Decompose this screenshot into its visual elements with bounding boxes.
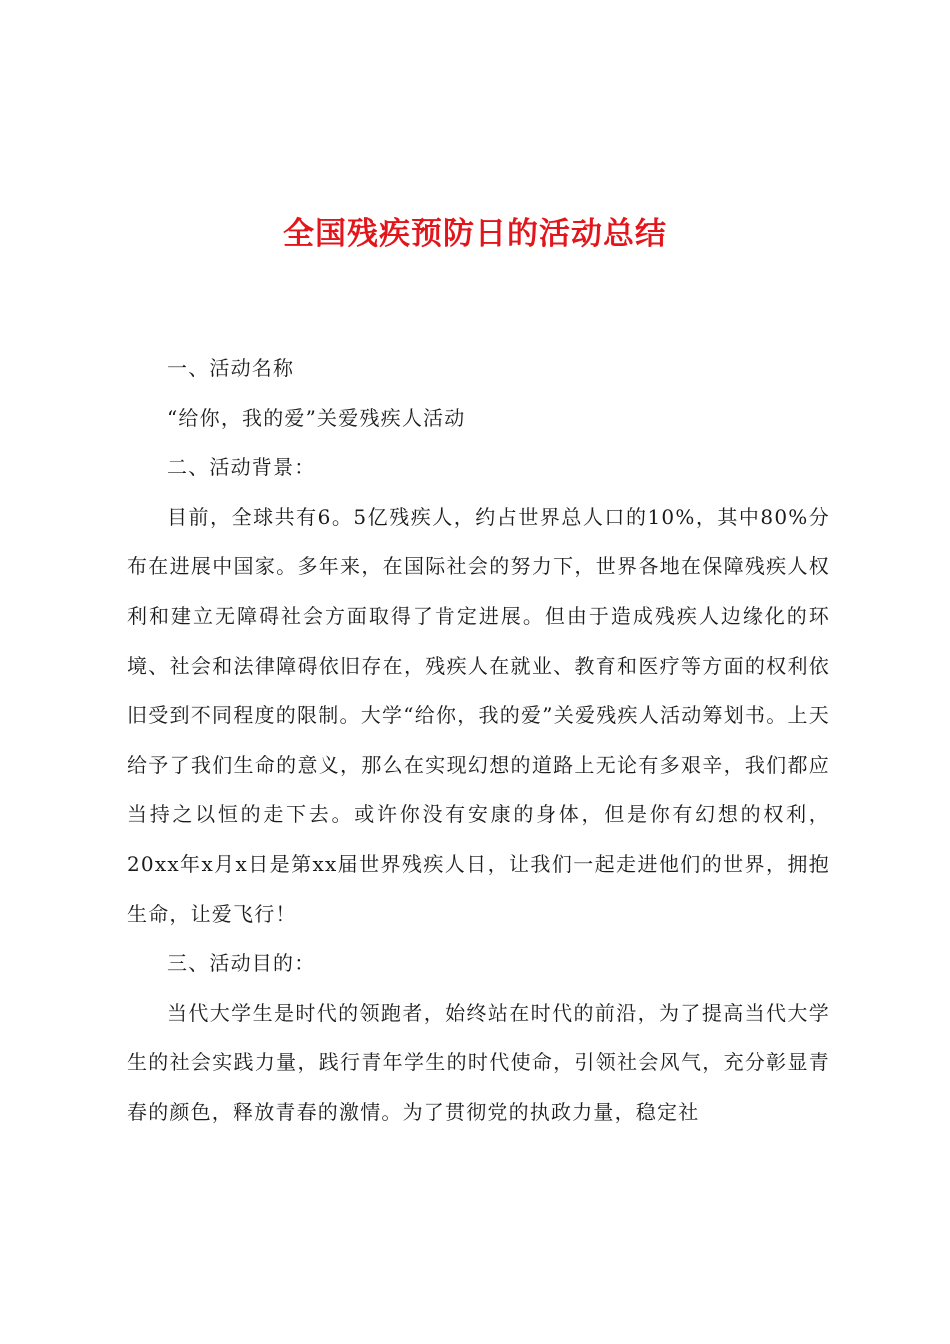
heading-activity-purpose: 三、活动目的： [167,951,316,976]
heading-activity-name: 一、活动名称 [167,356,295,380]
document-title: 全国残疾预防日的活动总结 [283,216,667,252]
heading-activity-background: 二、活动背景： [167,455,316,480]
document-body [127,344,830,1138]
background-paragraph: 目前，全球共有6。5亿残疾人，约占世界总人口的10%，其中80%分布在进展中国家。多年来，在国际社会的努力下，世界各地在保障残疾人权利和建立无障碍社会方面取得了肯定进展。但由于造成残疾人边缘化的环境、社会和法律障碍依旧存在，残疾人在就业、教育和医疗等方面的权利依旧受到不同程度的限制。大学“给你，我的爱”关爱残疾人活动筹划书。上天给予了我们生命的意义，那么在实现幻想的道路上无论有多艰辛，我们都应当持之以恒的走下去。或许你没有安康的身体，但是你有幻想的权利，20xx年x月x日是第xx届世界残疾人日，让我们一起走进他们的世界，拥抱生命，让爱飞行！ [127,504,830,926]
purpose-paragraph: 当代大学生是时代的领跑者，始终站在时代的前沿，为了提高当代大学生的社会实践力量，践行青年学生的时代使命，引领社会风气，充分彰显青春的颜色，释放青春的激情。为了贯彻党的执政力量，稳定社 [127,1000,830,1124]
activity-name-text: “给你，我的爱”关爱残疾人活动 [167,405,466,430]
